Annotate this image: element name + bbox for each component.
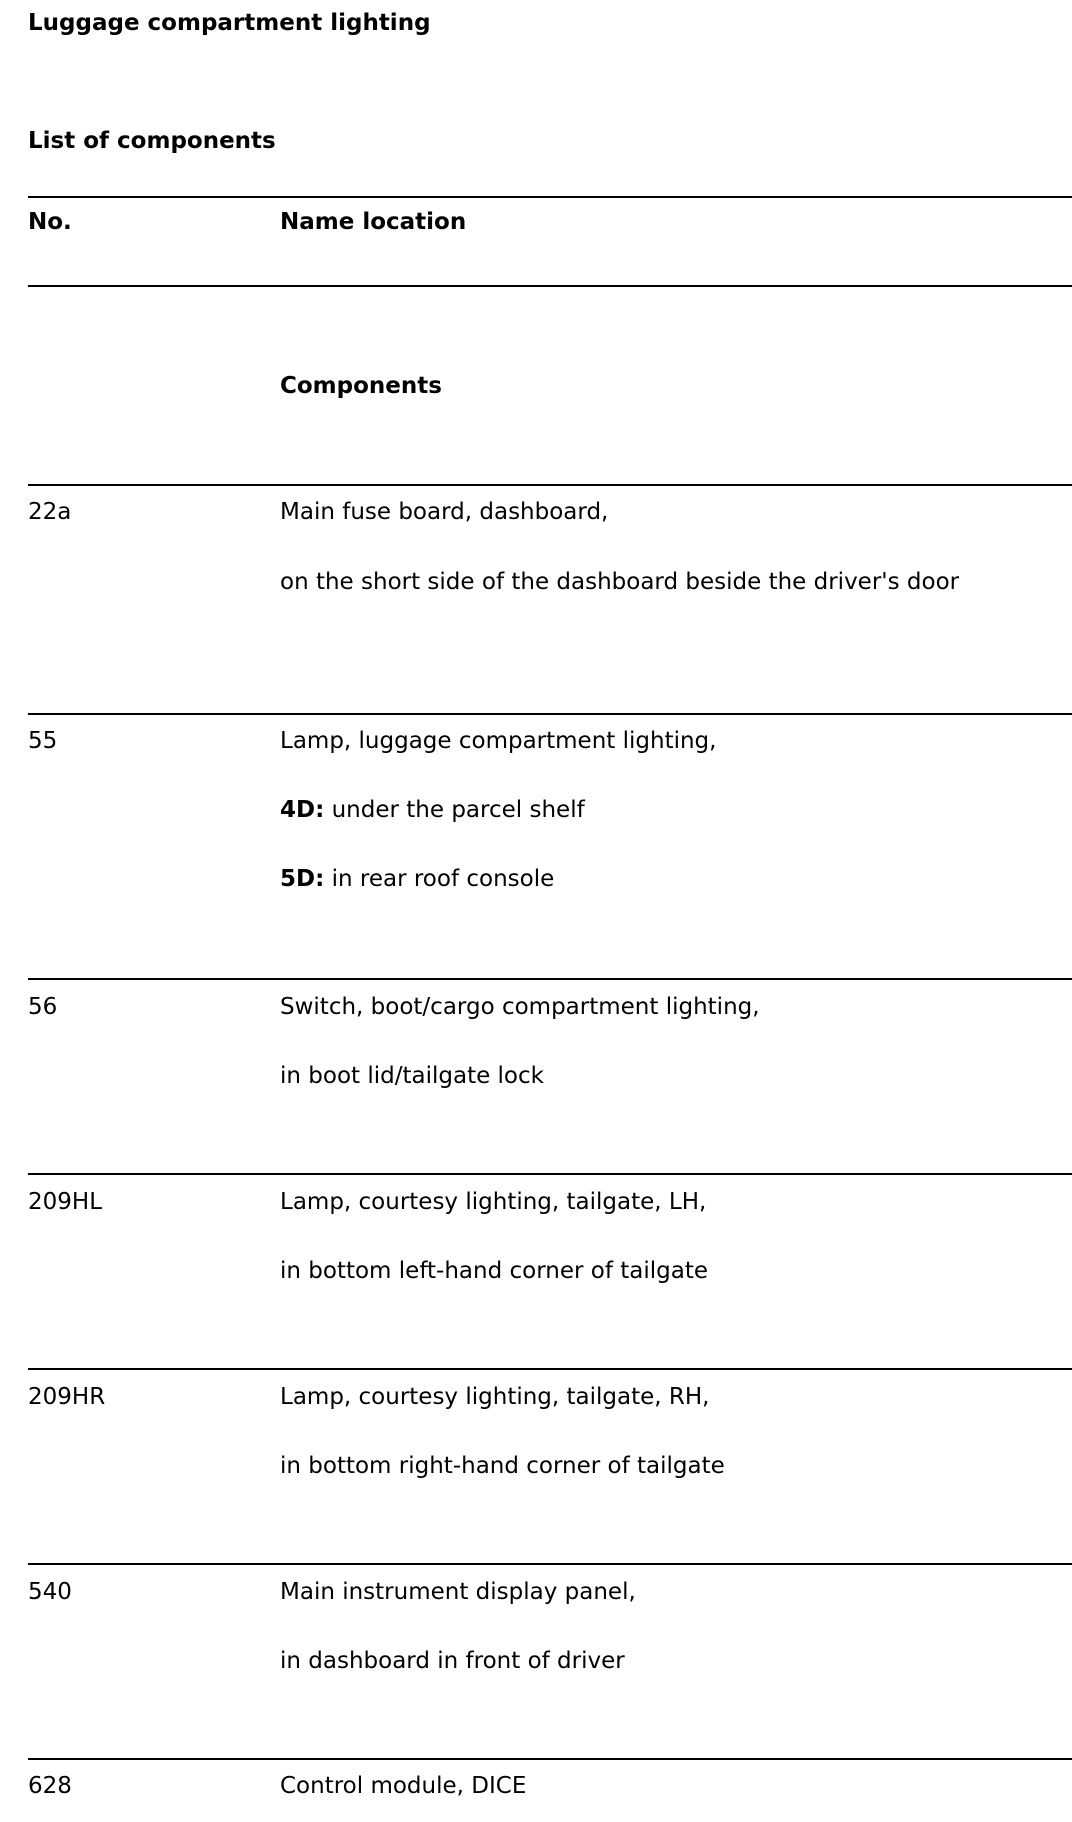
row-name: Main fuse board, dashboard, bbox=[280, 499, 609, 525]
row-variant-5d bbox=[280, 863, 1050, 895]
row-number: 628 bbox=[28, 1773, 72, 1799]
table-top-rule bbox=[28, 196, 1072, 198]
group-heading: Components bbox=[280, 373, 442, 399]
row-divider bbox=[28, 1368, 1072, 1370]
section-title: List of components bbox=[28, 128, 276, 154]
document-title: Luggage compartment lighting bbox=[28, 10, 431, 36]
row-location: in boot lid/tailgate lock bbox=[280, 1063, 544, 1089]
header-bottom-rule bbox=[28, 285, 1072, 287]
row-name: Control module, DICE bbox=[280, 1773, 527, 1799]
row-number: 209HR bbox=[28, 1384, 106, 1410]
row-divider bbox=[28, 713, 1072, 715]
row-number: 209HL bbox=[28, 1189, 103, 1215]
row-location: in bottom left-hand corner of tailgate bbox=[280, 1258, 708, 1284]
row-number: 55 bbox=[28, 728, 58, 754]
row-location: in dashboard in front of driver bbox=[280, 1648, 625, 1674]
row-number: 540 bbox=[28, 1579, 72, 1605]
row-name: Switch, boot/cargo compartment lighting, bbox=[280, 994, 760, 1020]
row-divider bbox=[28, 1173, 1072, 1175]
row-name: Main instrument display panel, bbox=[280, 1579, 636, 1605]
variant-text: in rear roof console bbox=[324, 866, 555, 892]
row-divider bbox=[28, 1563, 1072, 1565]
row-location: on the short side of the dashboard beside the driver's door bbox=[280, 569, 960, 595]
row-number: 22a bbox=[28, 499, 72, 525]
column-header-no: No. bbox=[28, 209, 72, 235]
column-header-name-location: Name location bbox=[280, 209, 467, 235]
row-divider bbox=[28, 978, 1072, 980]
row-name: Lamp, luggage compartment lighting, bbox=[280, 728, 717, 754]
variant-text: under the parcel shelf bbox=[324, 797, 585, 823]
row-number: 56 bbox=[28, 994, 58, 1020]
row-name: Lamp, courtesy lighting, tailgate, LH, bbox=[280, 1189, 707, 1215]
variant-tag: 4D: bbox=[280, 797, 325, 823]
row-divider bbox=[28, 1758, 1072, 1760]
row-divider bbox=[28, 484, 1072, 486]
row-variant-4d bbox=[280, 794, 1050, 826]
variant-tag: 5D: bbox=[280, 866, 325, 892]
row-location: in bottom right-hand corner of tailgate bbox=[280, 1453, 725, 1479]
row-name: Lamp, courtesy lighting, tailgate, RH, bbox=[280, 1384, 710, 1410]
